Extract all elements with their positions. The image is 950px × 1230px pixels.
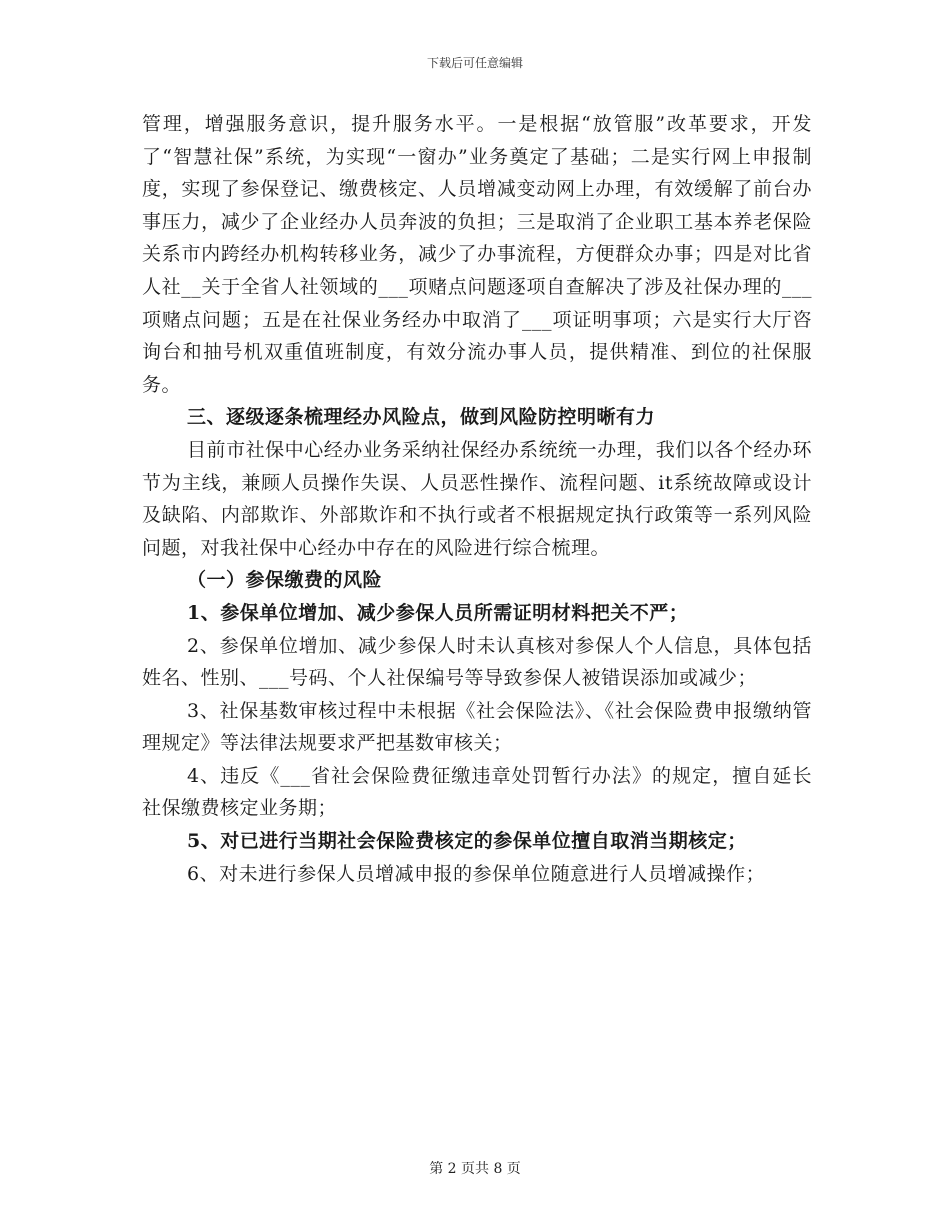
page-header-note: 下载后可任意编辑	[426, 56, 523, 70]
document-body	[142, 108, 812, 890]
subsection-heading-contribution-risk: （一）参保缴费的风险	[187, 569, 383, 592]
list-item-risk-1: 1、参保单位增加、减少参保人员所需证明材料把关不严；	[187, 601, 689, 624]
list-item-risk-6: 6、对未进行参保人员增减申报的参保单位随意进行人员增减操作；	[187, 862, 766, 885]
list-item-risk-2: 2、参保单位增加、减少参保人时未认真核对参保人个人信息，具体包括姓名、性别、___号码、个人社保编号等导致参保人被错误添加或减少；	[142, 634, 812, 690]
paragraph-service-measures: 管理，增强服务意识，提升服务水平。一是根据“放管服”改革要求，开发了“智慧社保”系统，为实现“一窗办”业务奠定了基础；二是实行网上申报制度，实现了参保登记、缴费核定、人员增减变动网上办理，有效缓解了前台办事压力，减少了企业经办人员奔波的负担；三是取消了企业职工基本养老保险关系市内跨经办机构转移业务，减少了办事流程，方便群众办事；四是对比省人社__关于全省人社领域的___项赌点问题逐项自查解决了涉及社保办理的___项赌点问题；五是在社保业务经办中取消了___项证明事项；六是实行大厅咨询台和抽号机双重值班制度，有效分流办事人员，提供精准、到位的社保服务。	[142, 113, 812, 396]
list-item-risk-5: 5、对已进行当期社会保险费核定的参保单位擅自取消当期核定；	[187, 830, 747, 853]
paragraph-risk-overview: 目前市社保中心经办业务采纳社保经办系统统一办理，我们以各个经办环节为主线，兼顾人员操作失误、人员恶性操作、流程问题、it系统故障或设计及缺陷、内部欺诈、外部欺诈和不执行或者不根据规定执行政策等一系列风险问题，对我社保中心经办中存在的风险进行综合梳理。	[142, 438, 812, 559]
list-item-risk-4: 4、违反《___省社会保险费征缴违章处罚暂行办法》的规定，擅自延长社保缴费核定业务期；	[142, 764, 812, 820]
list-item-risk-3: 3、社保基数审核过程中未根据《社会保险法》、《社会保险费申报缴纳管理规定》等法律法规要求严把基数审核关；	[142, 699, 812, 755]
page-number: 第 2 页共 8 页	[429, 1161, 521, 1177]
section-heading-risk-points: 三、逐级逐条梳理经办风险点，做到风险防控明晰有力	[187, 406, 656, 429]
